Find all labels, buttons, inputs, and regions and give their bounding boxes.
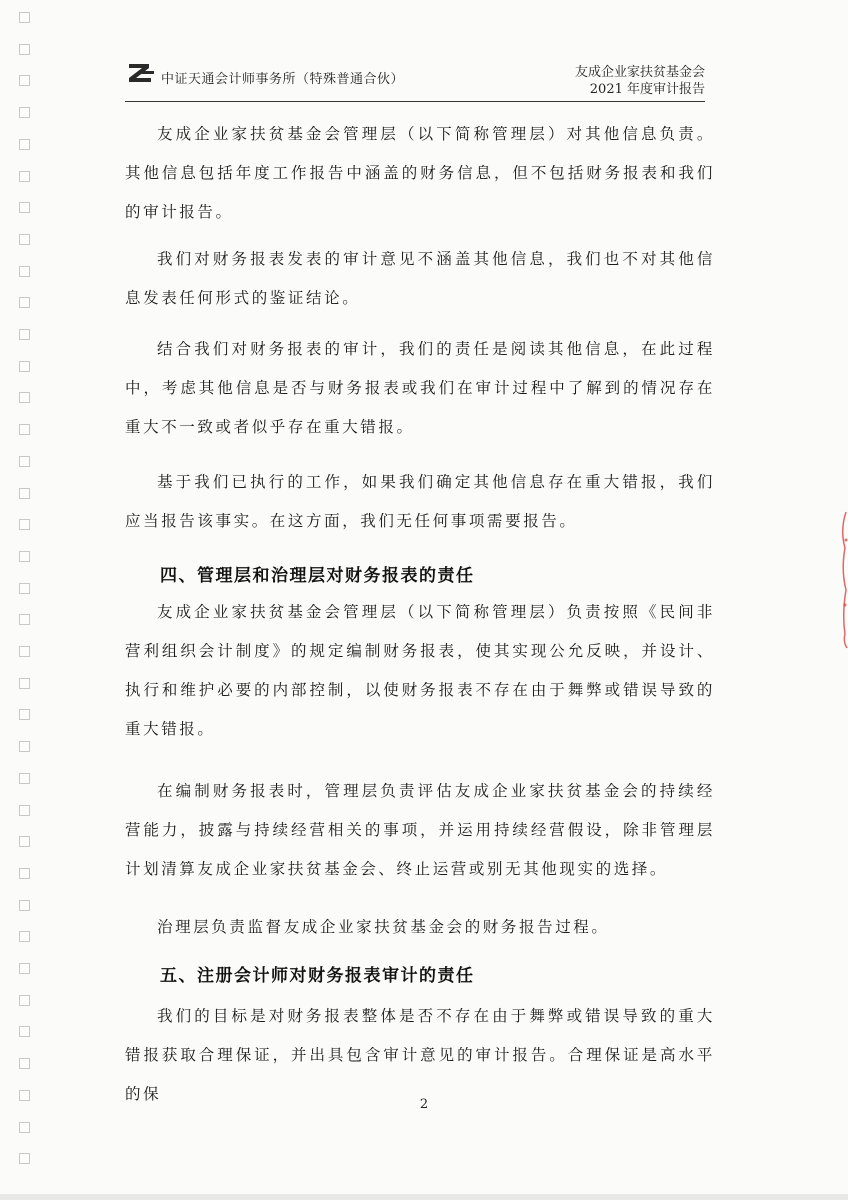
binding-hole — [19, 963, 30, 974]
binding-hole-strip — [0, 0, 40, 1200]
page-number: 2 — [419, 1097, 429, 1112]
binding-hole — [19, 139, 30, 150]
binding-hole — [19, 456, 30, 467]
binding-hole — [19, 361, 30, 372]
binding-hole — [19, 234, 30, 245]
binding-hole — [19, 614, 30, 625]
section-heading-four: 四、管理层和治理层对财务报表的责任 — [160, 566, 475, 586]
binding-hole — [19, 266, 30, 277]
binding-hole — [19, 995, 30, 1006]
paragraph-audit-objective: 我们的目标是对财务报表整体是否不存在由于舞弊或错误导致的重大错报获取合理保证，并出具包含审计意见的审计报告。合理保证是高水平的保 — [125, 1007, 715, 1103]
binding-hole — [19, 1058, 30, 1069]
zhongzheng-tiantong-logo-icon — [127, 62, 155, 84]
binding-hole — [19, 551, 30, 562]
seal-stamp-edge — [838, 510, 848, 650]
binding-hole — [19, 931, 30, 942]
paragraph-management-preparation: 友成企业家扶贫基金会管理层（以下简称管理层）负责按照《民间非营利组织会计制度》的规定编制财务报表，使其实现公允反映，并设计、执行和维护必要的内部控制，以使财务报表不存在由于舞弊或错误导致的重大错报。 — [125, 603, 715, 738]
binding-hole — [19, 741, 30, 752]
paragraph-opinion-scope: 我们对财务报表发表的审计意见不涵盖其他信息，我们也不对其他信息发表任何形式的鉴证结论。 — [125, 250, 715, 307]
binding-hole — [19, 900, 30, 911]
paragraph-governance-oversight: 治理层负责监督友成企业家扶贫基金会的财务报告过程。 — [157, 918, 610, 936]
page-header — [125, 58, 705, 104]
binding-hole — [19, 1153, 30, 1164]
paragraph-reporting-conclusion: 基于我们已执行的工作，如果我们确定其他信息存在重大错报，我们应当报告该事实。在这方面，我们无任何事项需要报告。 — [125, 473, 715, 530]
binding-hole — [19, 107, 30, 118]
binding-hole — [19, 424, 30, 435]
binding-hole — [19, 44, 30, 55]
binding-hole — [19, 297, 30, 308]
binding-hole — [19, 1122, 30, 1133]
binding-hole — [19, 75, 30, 86]
organization-name: 友成企业家扶贫基金会 — [574, 65, 705, 80]
binding-hole — [19, 709, 30, 720]
paragraph-going-concern: 在编制财务报表时，管理层负责评估友成企业家扶贫基金会的持续经营能力，披露与持续经营相关的事项，并运用持续经营假设，除非管理层计划清算友成企业家扶贫基金会、终止运营或别无其他现实的选择。 — [125, 782, 715, 878]
binding-hole — [19, 1026, 30, 1037]
binding-hole — [19, 868, 30, 879]
binding-hole — [19, 678, 30, 689]
header-divider — [125, 101, 705, 102]
binding-hole — [19, 392, 30, 403]
binding-hole — [19, 836, 30, 847]
binding-hole — [19, 488, 30, 499]
binding-hole — [19, 202, 30, 213]
binding-hole — [19, 773, 30, 784]
report-identity — [575, 64, 705, 98]
paragraph-reading-responsibility: 结合我们对财务报表的审计，我们的责任是阅读其他信息，在此过程中，考虑其他信息是否与财务报表或我们在审计过程中了解到的情况存在重大不一致或者似乎存在重大错报。 — [125, 340, 715, 436]
binding-hole — [19, 646, 30, 657]
binding-hole — [19, 12, 30, 23]
firm-name: 中证天通会计师事务所（特殊普通合伙） — [161, 72, 405, 87]
binding-hole — [19, 519, 30, 530]
binding-hole — [19, 171, 30, 182]
binding-hole — [19, 329, 30, 340]
paragraph-other-info-responsibility: 友成企业家扶贫基金会管理层（以下简称管理层）对其他信息负责。其他信息包括年度工作报告中涵盖的财务信息，但不包括财务报表和我们的审计报告。 — [125, 125, 715, 221]
binding-hole — [19, 583, 30, 594]
binding-hole — [19, 805, 30, 816]
report-title: 2021 年度审计报告 — [589, 82, 705, 97]
section-heading-five: 五、注册会计师对财务报表审计的责任 — [160, 966, 475, 986]
page-bottom-edge — [0, 1194, 848, 1200]
